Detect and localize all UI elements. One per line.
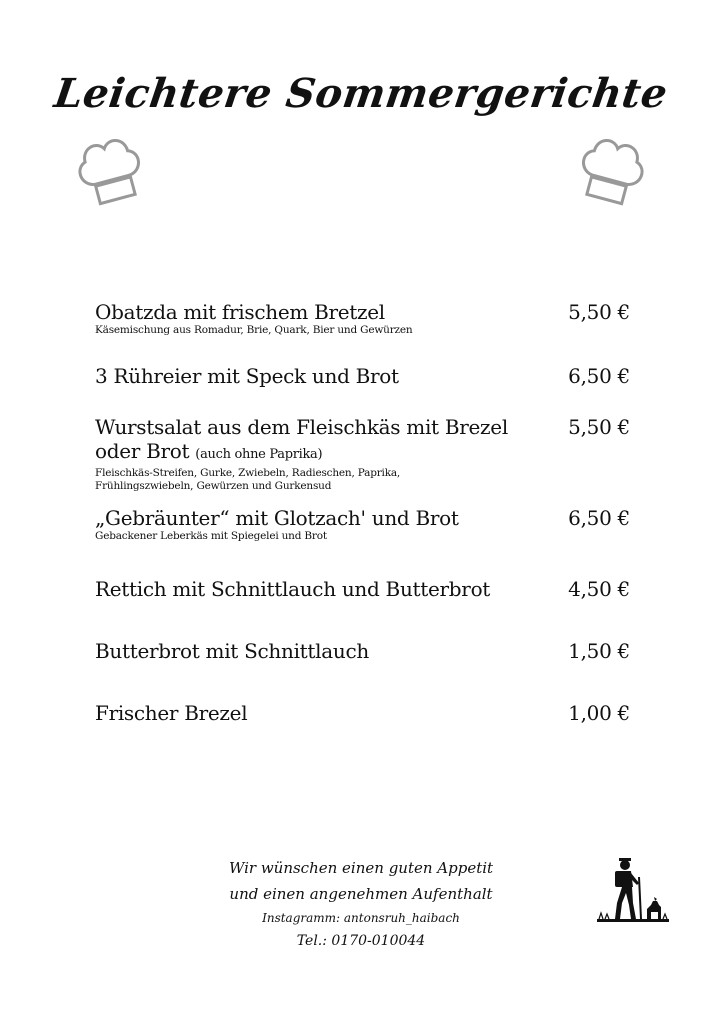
item-price: 1,50 € xyxy=(568,639,630,663)
item-name: Butterbrot mit Schnittlauch xyxy=(95,639,369,663)
footer-instagram: Instagramm: antonsruh_haibach xyxy=(262,911,460,925)
item-price: 5,50 € xyxy=(568,415,630,439)
item-note: (auch ohne Paprika) xyxy=(195,447,323,462)
page-title: Leichtere Sommergerichte xyxy=(51,70,671,117)
item-price: 6,50 € xyxy=(568,364,630,388)
menu-item xyxy=(95,300,630,337)
item-name xyxy=(95,415,525,467)
item-price: 4,50 € xyxy=(568,577,630,601)
menu-item xyxy=(95,415,630,493)
item-name-text: Wurstsalat aus dem Fleischkäs mit Brezel oder Brot xyxy=(95,415,508,463)
item-price: 6,50 € xyxy=(568,506,630,530)
menu-item xyxy=(95,639,630,663)
footer-greeting-2: und einen angenehmen Aufenthalt xyxy=(229,885,493,903)
footer-greeting: Wir wünschen einen guten Appetit xyxy=(228,859,494,877)
footer-phone: Tel.: 0170-010044 xyxy=(296,933,426,949)
item-name: Rettich mit Schnittlauch und Butterbrot xyxy=(95,577,491,601)
item-name: „Gebräunter“ mit Glotzach' und Brot xyxy=(95,506,459,530)
item-name: Obatzda mit frischem Bretzel xyxy=(95,300,385,324)
menu-item xyxy=(95,701,630,725)
menu-item xyxy=(95,506,630,543)
hiker-with-dog-icon xyxy=(595,853,671,925)
item-price: 5,50 € xyxy=(568,300,630,324)
chef-hat-icon xyxy=(61,121,159,219)
item-description: Gebackener Leberkäs mit Spiegelei und Brot xyxy=(95,530,327,542)
item-price: 1,00 € xyxy=(568,701,630,725)
menu-item xyxy=(95,577,630,601)
menu-item xyxy=(95,364,630,388)
chef-hat-icon xyxy=(563,121,661,219)
item-name: Frischer Brezel xyxy=(95,701,248,725)
item-name: 3 Rühreier mit Speck und Brot xyxy=(95,364,399,388)
item-description: Fleischkäs-Streifen, Gurke, Zwiebeln, Radieschen, Paprika, Frühlingszwiebeln, Gewürzen und Gurkensud xyxy=(95,467,401,492)
item-description: Käsemischung aus Romadur, Brie, Quark, Bier und Gewürzen xyxy=(95,324,413,336)
